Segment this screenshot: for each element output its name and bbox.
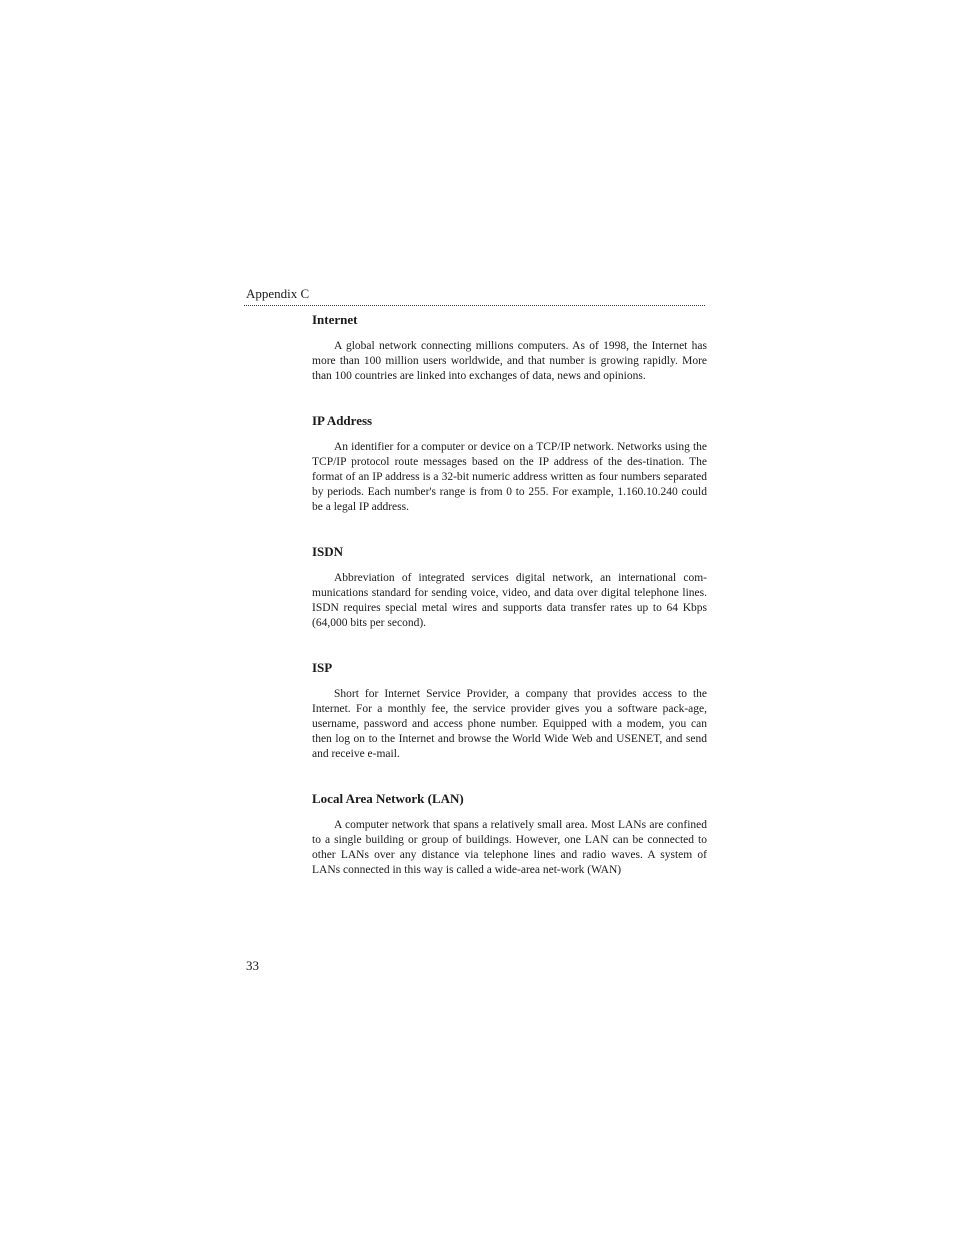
term-heading: ISP [312, 660, 333, 675]
page-number: 33 [246, 958, 259, 973]
term-heading: ISDN [312, 544, 344, 559]
term-heading: IP Address [312, 413, 373, 428]
glossary-entry-isdn [312, 544, 707, 631]
glossary-content [312, 312, 707, 907]
term-heading: Local Area Network (LAN) [312, 791, 464, 806]
running-header: Appendix C [246, 286, 310, 301]
glossary-entry-ip-address [312, 413, 707, 515]
term-definition: A computer network that spans a relatively small area. Most LANs are confined to a single building or group of buildings. However, one LAN can be connected to other LANs over any distance via telephone lines and radio waves. A system of LANs connected in this way is called a wide-area net-work (WAN) [312, 819, 707, 876]
glossary-entry-internet [312, 312, 707, 384]
term-definition: An identifier for a computer or device on a TCP/IP network. Networks using the TCP/IP protocol route messages based on the IP address of the des-tination. The format of an IP address is a 32-bit numeric address written as four numbers separated by periods. Each number's range is from 0 to 255. For example, 1.160.10.240 could be a legal IP address. [312, 441, 707, 513]
term-definition: Abbreviation of integrated services digital network, an international com-munications standard for sending voice, video, and data over digital telephone lines. ISDN requires special metal wires and supports data transfer rates up to 64 Kbps (64,000 bits per second). [312, 572, 707, 629]
header-divider [244, 305, 705, 306]
term-heading: Internet [312, 312, 358, 327]
term-definition: Short for Internet Service Provider, a company that provides access to the Internet. For a monthly fee, the service provider gives you a software pack-age, username, password and access phone number. Equipped with a modem, you can then log on to the Internet and browse the World Wide Web and USENET, and send and receive e-mail. [312, 688, 707, 760]
glossary-entry-isp [312, 660, 707, 762]
term-definition: A global network connecting millions computers. As of 1998, the Internet has more than 100 million users worldwide, and that number is growing rapidly. More than 100 countries are linked into exchanges of data, news and opinions. [312, 340, 707, 382]
glossary-entry-lan [312, 791, 707, 878]
